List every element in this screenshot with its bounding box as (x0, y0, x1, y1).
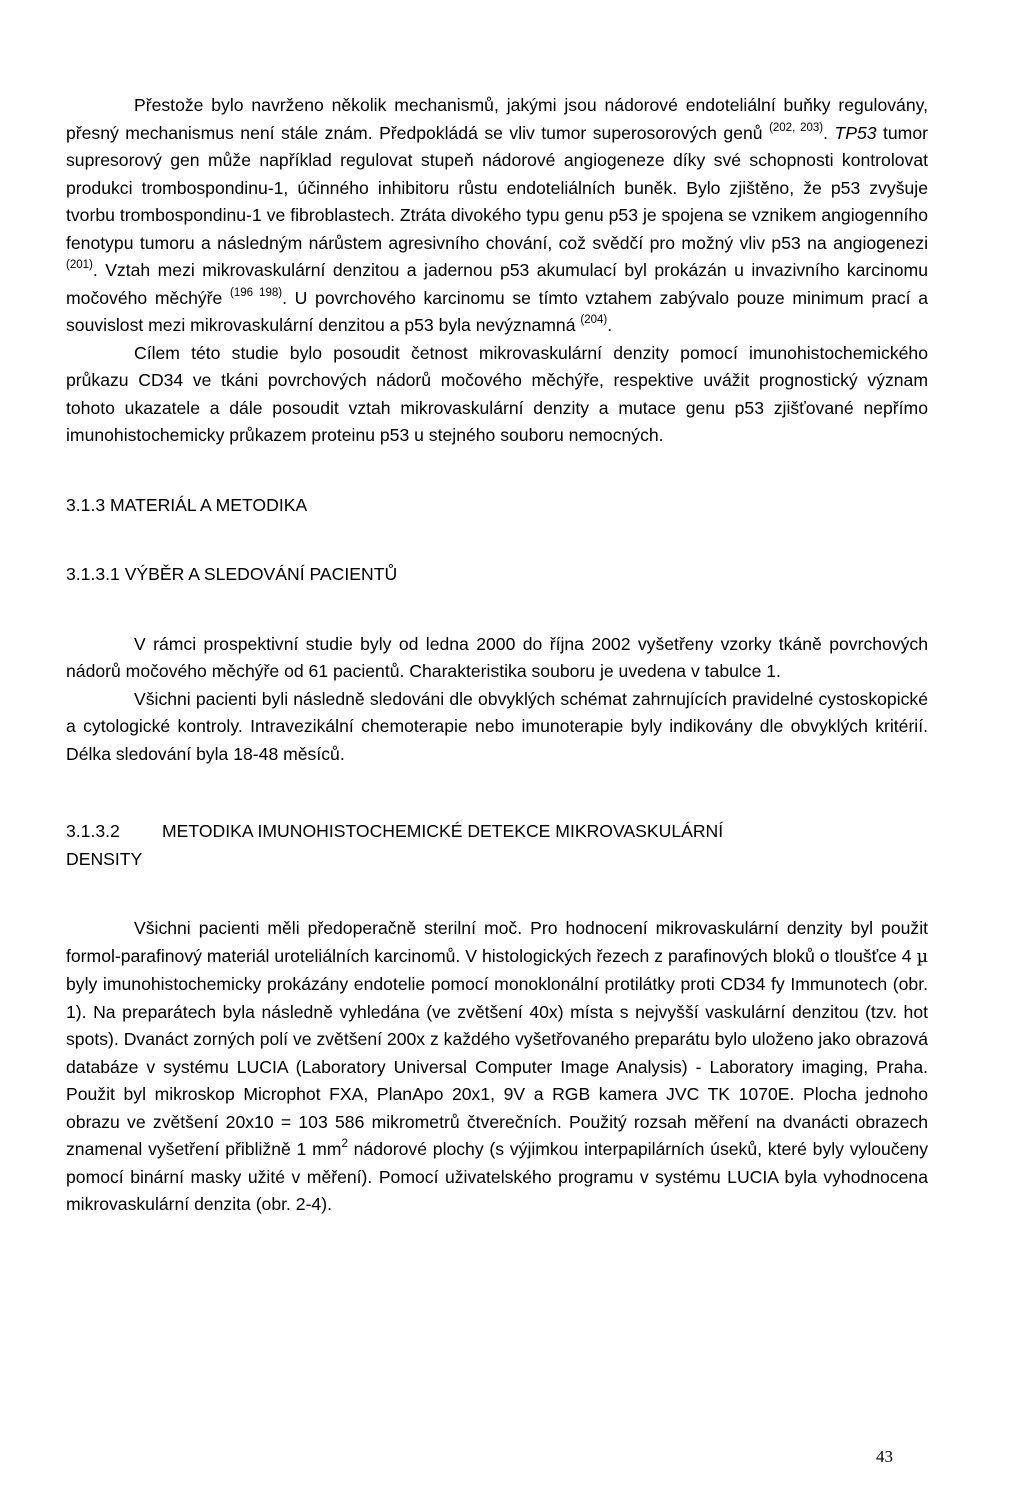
intro-text-f: . (607, 315, 613, 335)
intro-paragraph-2: Cílem této studie bylo posoudit četnost mikrovaskulární denzity pomocí imunohistochemického průkazu CD34 ve tkáni povrchových nádorů močového měchýře, respektive uvážit prognostický význam tohoto ukazatele a dále posoudit vztah mikrovaskulární denzity a mutace genu p53 zjišťované nepřímo imunohistochemicky průkazem proteinu p53 u stejného souboru nemocných. (66, 342, 928, 445)
intro-text-c: tumor supresorový gen může například regulovat stupeň nádorové angiogeneze díky své schopnosti kontrolovat produkci trombospondinu-1, účinného inhibitoru růstu endoteliálních buněk. Bylo zjištěno, že p53 zvyšuje tvorbu trombospondinu-1 ve fibroblastech. Ztráta divokého typu genu p53 je spojena se vznikem angiogenního fenotypu tumoru a následným nárůstem agresivního chování, což svědčí pro možný vliv p53 na angiogenezi (66, 122, 928, 253)
section-number-3132: 3.1.3.2 (66, 821, 120, 841)
citation-204: (204) (580, 314, 608, 326)
intro-text-a: Přestože bylo navrženo několik mechanismů, jakými jsou nádorové endoteliální buňky regulovány, přesný mechanismus není stále znám. Předpokládá se vliv tumor superosorových genů (66, 95, 928, 143)
citation-201: (201) (66, 259, 93, 271)
methods-text-b: byly imunohistochemicky prokázány endotelie pomocí monoklonální protilátky proti CD34 fy Immunotech (obr. 1). Na preparátech byla následně vyhledána (ve zvětšení 40x) místa s nejvyšší vaskulární denzitou (tzv. hot spots). Dvanáct zorných polí ve zvětšení 200x z každého vyšetřovaného preparátu bylo uloženo jako obrazová databáze v systému LUCIA (Laboratory Universal Computer Image Analysis) - Laboratory imaging, Praha. Použit byl mikroskop Microphot FXA, PlanApo 20x1, 9V a RGB kamera JVC TK 1070E. Plocha jednoho obrazu ve zvětšení 20x10 = 103 586 mikrometrů čtverečních. Použitý rozsah měření na dvanácti obrazech znamenal vyšetření přibližně 1 mm (66, 974, 928, 1159)
superscript-2: 2 (341, 1138, 348, 1150)
methods-paragraph-1 (66, 915, 928, 1219)
methods-text-c: nádorové plochy (s výjimkou interpapilárních úseků, které byly vyloučeny pomocí binární masky užité v měření). Pomocí uživatelského programu v systému LUCIA byla vyhodnocena mikrovaskulární denzita (obr. 2-4). (66, 1139, 928, 1214)
gene-name-tp53: TP53 (834, 122, 877, 143)
section-title-3132: METODIKA IMUNOHISTOCHEMICKÉ DETEKCE MIKROVASKULÁRNÍ (162, 821, 724, 841)
patients-paragraph-1: V rámci prospektivní studie byly od ledna 2000 do října 2002 vyšetřeny vzorky tkáně povrchových nádorů močového měchýře od 61 pacientů. Charakteristika souboru je uvedena v tabulce 1. (66, 633, 928, 681)
page-number: 43 (876, 1447, 893, 1466)
citation-196-198: (196 198) (230, 286, 283, 299)
section-title-3132-line2: DENSITY (66, 848, 143, 869)
intro-paragraph-1: Přestože bylo navrženo několik mechanismů, jakými jsou nádorové endoteliální buňky regulovány, přesný mechanismus není stále znám. Předpokládá se vliv tumor superosorových genů $^{(202, 203)}$. TP53 tumor supresorový gen může například regulovat stupeň nádorové angiogeneze díky své schopnosti kontrolovat produkci trombospondinu-1, účinného inhibitoru růstu endoteliálních buněk. Bylo zjištěno, že p53 zvyšuje tvorbu trombospondinu-1 ve fibroblastech. Ztráta divokého typu genu p53 je spojena se vznikem angiogenního fenotypu tumoru a následným nárůstem agresivního chování, což svědčí pro možný vliv p53 na angiogenezi $^{(201)}$. Vztah mezi mikrovaskulární denzitou a jadernou p53 akumulací byl prokázán u invazivního karcinomu močového měchýře $^{(196 198)}$. U povrchového karcinomu se tímto vztahem zabývalo pouze minimum prací a souvislost mezi mikrovaskulární denzitou a p53 byla nevýznamná $^{(204)}$. (66, 95, 929, 335)
micro-symbol: µ (916, 946, 928, 967)
section-heading-313: 3.1.3 MATERIÁL A METODIKA (66, 494, 308, 515)
citation-202-203: (202, 203) (769, 121, 824, 134)
section-heading-3131: 3.1.3.1 VÝBĚR A SLEDOVÁNÍ PACIENTŮ (66, 564, 398, 584)
methods-text-a: Všichni pacienti měli předoperačně sterilní moč. Pro hodnocení mikrovaskulární denzity byl použit formol-parafinový materiál uroteliálních karcinomů. V histologických řezech z parafinových bloků o tloušťce 4 (66, 918, 928, 966)
patients-paragraph-2: Všichni pacienti byli následně sledováni dle obvyklých schémat zahrnujících pravidelné cystoskopické a cytologické kontroly. Intravezikální chemoterapie nebo imunoterapie byly indikovány dle obvyklých kritérií. Délka sledování byla 18-48 měsíců. (66, 688, 928, 764)
section-heading-3132 (66, 818, 928, 873)
document-page (66, 92, 928, 1219)
intro-text-e: U povrchového karcinomu se tímto vztahem zabývalo pouze minimum prací a souvislost mezi mikrovaskulární denzitou a p53 byla nevýznamná (66, 287, 929, 335)
intro-text-d: Vztah mezi mikrovaskulární denzitou a jadernou p53 akumulací byl prokázán u invazivního karcinomu močového měchýře (66, 260, 928, 308)
